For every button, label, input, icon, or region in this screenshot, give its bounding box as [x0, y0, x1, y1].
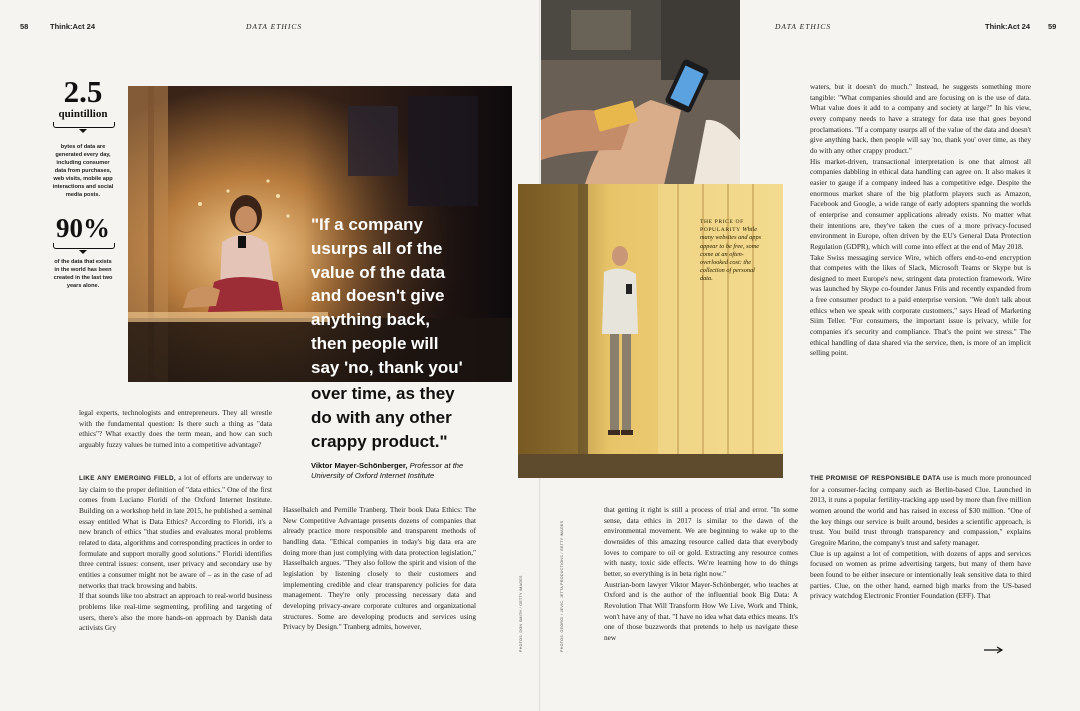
continue-arrow-icon	[984, 646, 1004, 654]
stat-brace-tip-2	[79, 250, 87, 254]
photo-credit-right: PHOTOS: GEORGI / JEVIC, JETTA PRODUCTIONS / GETTY IMAGES	[560, 520, 564, 652]
pull-quote-below-photo: over time, as they do with any other crappy product."	[311, 384, 455, 451]
stat-description-bytes: bytes of data are generated every day, including consumer data from purchases, web visits, mobile app interactions and social media posts.	[52, 144, 114, 198]
photo-credit-left: PHOTOS: DON SMITH / GETTY IMAGES	[519, 575, 523, 652]
left-page-number: 58	[20, 22, 29, 31]
photo-phone-and-card-art	[541, 0, 740, 198]
right-brand: Think:Act 24	[985, 22, 1031, 31]
body-text-middle: Hasselbalch and Pernille Tranberg. Their book Data Ethics: The New Competitive Advantage presents dozens of companies that already practice more responsible and transparent methods of handling data. "Ethical companies in today's big data era are doing more than just complying with data protection legislation," Hasselbalch argues. "They also follow the spirit and vision of the legislation by listening closely to their customers and implementing credible and clear transparency policies for data management. They're only processing necessary data and developing privacy-aware corporate cultures and organizational structures. Some are developing products and services using Privacy by Design." Tranberg admits, however,	[283, 505, 476, 632]
body-text-left-top: legal experts, technologists and entrepreneurs. They all wrestle with the fundamental question: Is there such a thing as "data ethics"? What exactly does the term mean, and how can such arguably fuzzy values be turned into a competitive advantage?	[79, 408, 272, 449]
stat-unit-quintillion: quintillion	[58, 108, 108, 120]
photo-caption: THE PRICE OF POPULARITY While many websites and apps appear to be free, some come at an often-overlooked cost: the collection of personal data.	[700, 219, 762, 283]
left-brand: Think:Act 24	[50, 22, 96, 31]
body-text-right-top: waters, but it doesn't do much." Instead, he suggests something more tangible: "What companies should and are focusing on is the use of data. What value does it add to a company and society at large?" In his view, every company needs to have a strategy for data use that goes beyond proclamations. "If a company usurps all of the value of the data and doesn't give anything back, then people will say 'no, thank you' over time, as they do with any other crappy product." His market-driven, transactional interpretation is one that almost all companies dabbling in ethical data handling can agree on. It also makes it easier to gauge if a company indeed has a competitive edge. Despite the enormous market share of the big platform players such as Amazon, Facebook and Google, a wide range of early adopters spanning the worlds of enterprise and consumer applications already exists. No matter what their intentions are, they've taken the cues of a more privacy-focused environment in Europe, often driven by the EU's General Data Protection Regulation (GDPR), which will come into effect at the end of May 2018. Take Swiss messaging service Wire, which offers end-to-end encryption that competes with the likes of Slack, Microsoft Teams or Skype but is designed to meet Europe's new, stringent data protection framework. Wire was launched by Skype co-founder Janus Friis and recently expanded from a free consumer product to a paid enterprise version. "We don't talk about ethics when we speak with corporate customers," says Head of Marketing Siim Teller. "For consumers, the important issue is privacy, while for companies it's security and compliance. That's the point we stress." The ethical handling of data shared via the service, then, is more of an implicit selling point.	[810, 82, 1031, 358]
right-page-number: 59	[1048, 22, 1057, 31]
body-text-left-main: LIKE ANY EMERGING FIELD, a lot of efforts are underway to lay claim to the proper definition of "data ethics." One of the first comes from Luciano Floridi of the Oxford Internet Institute. Building on a workshop held in late 2015, he published a seminal essay entitled What is Data Ethics? According to Floridi, it's a new branch of ethics "that studies and evaluates moral problems related to data, algorithms and corresponding practices in order to formulate and support morally good solutions." Floridi identifies three central issues: consent, user privacy and secondary use by entities a consumer might not be aware of – as in the case of ad networks that track browsing and habits. If that sounds like too abstract an approach to real-world business problems like real-time segmenting, profiling and targeting of users, there's also the more hands-on approach by Danish data activists Gry	[79, 473, 272, 633]
stat-number-bytes: 2.5	[63, 74, 103, 109]
right-section-title: DATA ETHICS	[775, 22, 832, 31]
body-text-right-bottom-left: that getting it right is still a process of trial and error. "In some sense, data ethics in 2017 is similar to the dawn of the environmental movement. We are beginning to wake up to the downsides of this amazing resource called data that everybody loves to compare to oil or gold. Extracting any resource comes with nasty, toxic side effects. We're learning how to do things better, so everything is in beta right now." Austrian-born lawyer Viktor Mayer-Schönberger, who teaches at Oxford and is the author of the influential book Big Data: A Revolution That Will Transform How We Live, Work and Think, won't have any of that. "I have no idea what data ethics means. It's one of those buzzwords that pretends to help us navigate these new	[604, 505, 798, 642]
pull-quote-on-photo: "If a company usurps all of the value of the data and doesn't give anything back, then people will say 'no, thank you'	[311, 215, 463, 377]
stat-brace-tip	[79, 129, 87, 133]
stat-brace	[53, 122, 115, 128]
stat-description-ninety: of the data that exists in the world has been created in the last two years alone.	[53, 259, 113, 289]
pull-quote-attribution: Viktor Mayer-Schönberger, Professor at the University of Oxford Internet Institute	[311, 461, 464, 480]
photo-phone-and-card	[541, 0, 740, 198]
body-text-right-main: THE PROMISE OF RESPONSIBLE DATA use is much more pronounced for a consumer-facing company such as Berlin-based Clue. Launched in 2013, it runs a popular fertility-tracking app used by more than five million women around the world and has raised in excess of $30 million. "One of the key things our service is built around, besides a scientific approach, is trust. You build trust through transparency and compassion," explains Gregoire Marino, the company's trust and safety manager. Clue is up against a lot of competition, with dozens of apps and services focused on women as prime advertising targets, but many of them have been found to be either insecure or intentionally leak sensitive data to third parties. Clue, on the other hand, earned high marks from the US-based privacy watchdog Electronic Frontier Foundation (EFF). That	[810, 473, 1031, 601]
stat-number-ninety-percent: 90%	[56, 213, 110, 243]
left-section-title: DATA ETHICS	[246, 22, 303, 31]
stat-brace-2	[53, 243, 115, 249]
